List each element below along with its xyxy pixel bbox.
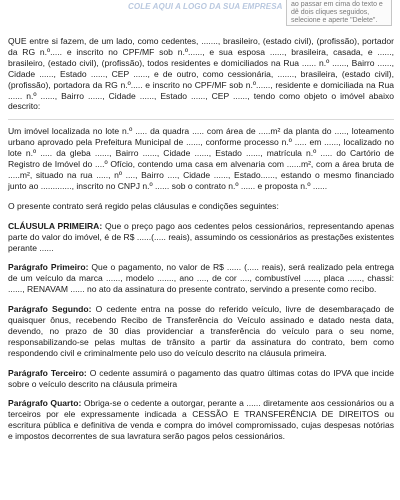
paragraph-first [8, 262, 394, 295]
paragraph-second [8, 304, 394, 359]
paragraph-first-text: Que o pagamento, no valor de R$ ...... (..... reais), será realizado pela entrega de um veículo da marca ......, modelo ......., ano ...., de cor ...., combustível ......, placa ......, chassi: ......, RENAVAM ...... no ato da assinatura do presente contrato, servindo a presente como recibo. [8, 262, 394, 295]
paragraph-fourth-title: Parágrafo Quarto: [8, 398, 82, 409]
paragraph-third-text: O cedente assumirá o pagamento das quatro últimas cotas do IPVA que incide sobre o veículo descrito na cláusula primeira [8, 367, 394, 389]
paragraph-second-text: O cedente entra na posse do referido veículo, livre de desembaraçado de quaisquer ônus, recebendo Recibo de Transferência do Veículo assinado e datado nesta data, devendo, no prazo de 30 dias providenciar a transferência do veículo para o seu nome, responsabilizando-se pelas multas de trânsito a partir da assinatura do contrato, bem como respondendo civil e criminalmente pelo uso do veículo descrito na cláusula primeira. [8, 304, 394, 358]
page-header [0, 0, 400, 28]
paragraph-second-title: Parágrafo Segundo: [8, 304, 92, 315]
contract-document [8, 36, 394, 451]
clause-first-text: Que o preço pago aos cedentes pelos cessionários, representando apenas parte do valor do imóvel, é de R$ ......(..... reais), assumindo os cessionários as prestações existentes perante ...... [8, 220, 394, 253]
instruction-tip-box: ao passar em cima do texto e dê dois cliques seguidos, selecione e aperte "Delete". [286, 0, 392, 26]
logo-placeholder[interactable]: COLE AQUI A LOGO DA SUA EMPRESA [128, 2, 283, 11]
contract-intro: O presente contrato será regido pelas cláusulas e condições seguintes: [8, 200, 279, 211]
paragraph-fourth-text: Obriga-se o cedente a outorgar, perante a ...... diretamente aos cessionários ou a terceiros por ele expressamente indicada a CESSÃO E TRANSFERÊNCIA DE DIREITOS ou escritura pública e definitiva de venda e compra do imóvel compromissado, cujas despesas notórias e impostos decorrentes de sua lavratura serão pagos pelos cessionários. [8, 398, 394, 442]
section-divider [8, 119, 394, 120]
parties-qualification: QUE entre si fazem, de um lado, como cedentes, ......., brasileiro, (estado civil), (profissão), portador da RG n.º..... e inscrito no CPF/MF sob n.º......, e sua esposa ......, brasileira, casada, e ......, brasileiro, (estado civil), (profissão), todos residentes e domiciliados na Rua ...... n.º ......, Bairro ......, Cidade ......, Estado ......, CEP ......, e de outro, como cessionária, ......., brasileira, (estado civil), (profissão), portadora da RG n.º..... e inscrito no CPF/MF sob n.º......, residente e domiciliada na Rua ...... n.º ......, Bairro ......, Cidade ......, Estado ......, CEP ......, tendo como objeto o imóvel abaixo descrito: [8, 36, 394, 112]
paragraph-third-title: Parágrafo Terceiro: [8, 367, 87, 378]
paragraph-fourth [8, 398, 394, 442]
clause-first [8, 221, 394, 254]
property-description: Um imóvel localizada no lote n.º ..... da quadra ..... com área de .....m² da planta do ....., loteamento urbano aprovado pela Prefeitura Municipal de ......, conforme processo n.º ..... em ......, localizado no lote n.º ..... da gleba ......, Bairro ......, Cidade ......, Estado ......, matrícula n.º ..... do Cartório de Registro de Imóvel do ....º Ofício, contendo uma casa em alvenaria com ......m², com a área bruta de .....m², situado na rua ....., nº ...., Bairro ...., Cidade ......, Estado......, estando o mesmo financiado junto ao ............., inscrito no CNPJ n.º ...... sob o contrato n.º ...... e proposta n.º ...... [8, 126, 394, 191]
paragraph-third [8, 368, 394, 390]
clause-first-title: CLÁUSULA PRIMEIRA: [8, 220, 103, 231]
paragraph-first-title: Parágrafo Primeiro: [8, 262, 89, 273]
